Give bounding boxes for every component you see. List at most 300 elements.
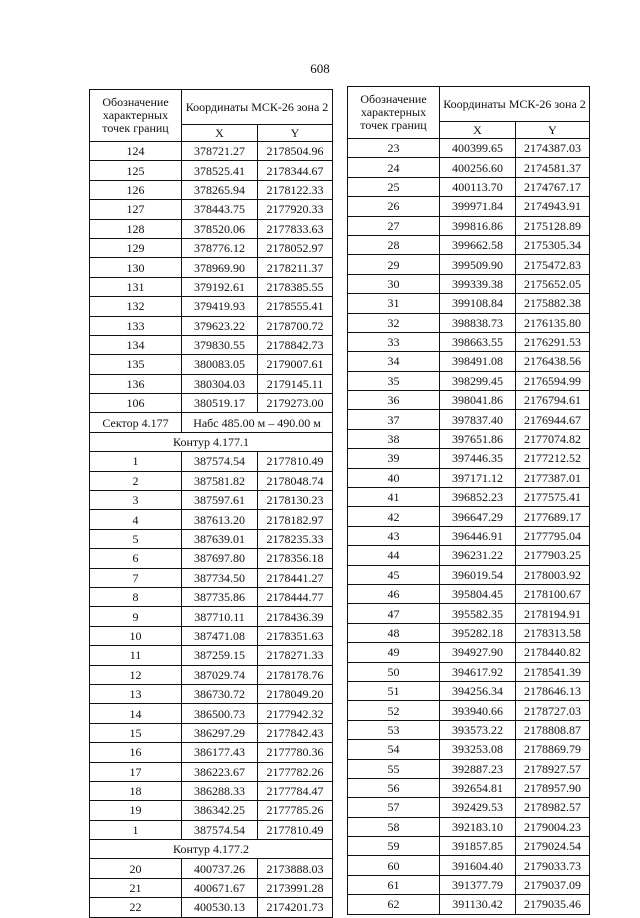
y-coordinate-cell: 2179033.73 bbox=[516, 856, 590, 875]
table-row bbox=[90, 180, 333, 199]
y-coordinate-cell: 2174387.03 bbox=[516, 139, 590, 158]
table-row bbox=[348, 216, 590, 235]
point-id-cell: 32 bbox=[348, 313, 440, 332]
x-coordinate-cell: 387710.11 bbox=[182, 607, 258, 626]
table-row bbox=[90, 471, 333, 490]
y-coordinate-cell: 2178869.79 bbox=[516, 740, 590, 759]
x-coordinate-cell: 395804.45 bbox=[440, 584, 516, 603]
y-coordinate-cell: 2176594.99 bbox=[516, 371, 590, 390]
y-coordinate-cell: 2178808.87 bbox=[516, 720, 590, 739]
table-row bbox=[90, 258, 333, 277]
point-id-cell: 13 bbox=[90, 684, 182, 703]
table-row bbox=[348, 255, 590, 274]
page-number: 608 bbox=[310, 61, 330, 76]
point-id-cell: 136 bbox=[90, 374, 182, 393]
point-id-cell: 134 bbox=[90, 335, 182, 354]
y-coordinate-cell: 2178436.39 bbox=[258, 607, 333, 626]
x-coordinate-cell: 392887.23 bbox=[440, 759, 516, 778]
table-row bbox=[348, 429, 590, 448]
point-id-cell: 124 bbox=[90, 142, 182, 161]
x-coordinate-cell: 393573.22 bbox=[440, 720, 516, 739]
table-row bbox=[348, 701, 590, 720]
x-coordinate-cell: 396647.29 bbox=[440, 507, 516, 526]
y-coordinate-cell: 2179273.00 bbox=[258, 394, 333, 413]
table-row bbox=[348, 488, 590, 507]
x-coordinate-cell: 387639.01 bbox=[182, 529, 258, 548]
x-coordinate-cell: 386297.29 bbox=[182, 723, 258, 742]
point-id-cell: 131 bbox=[90, 277, 182, 296]
x-coordinate-cell: 387574.54 bbox=[182, 820, 258, 839]
table-row bbox=[348, 740, 590, 759]
y-coordinate-cell: 2178100.67 bbox=[516, 584, 590, 603]
y-coordinate-cell: 2178052.97 bbox=[258, 238, 333, 257]
x-coordinate-cell: 378525.41 bbox=[182, 161, 258, 180]
table-row bbox=[90, 219, 333, 238]
table-row bbox=[348, 720, 590, 739]
y-coordinate-cell: 2177942.32 bbox=[258, 704, 333, 723]
y-coordinate-cell: 2178700.72 bbox=[258, 316, 333, 335]
x-coordinate-cell: 398491.08 bbox=[440, 352, 516, 371]
x-coordinate-cell: 378443.75 bbox=[182, 200, 258, 219]
y-coordinate-cell: 2176794.61 bbox=[516, 391, 590, 410]
point-id-cell: 5 bbox=[90, 529, 182, 548]
table-row bbox=[90, 743, 333, 762]
point-id-cell: 23 bbox=[348, 139, 440, 158]
point-id-cell: 15 bbox=[90, 723, 182, 742]
x-coordinate-cell: 399509.90 bbox=[440, 255, 516, 274]
point-id-cell: 6 bbox=[90, 549, 182, 568]
point-id-cell: 55 bbox=[348, 759, 440, 778]
point-id-cell: 21 bbox=[90, 878, 182, 897]
point-id-cell: 7 bbox=[90, 568, 182, 587]
y-coordinate-cell: 2178927.57 bbox=[516, 759, 590, 778]
x-coordinate-cell: 386730.72 bbox=[182, 684, 258, 703]
y-coordinate-cell: 2178440.82 bbox=[516, 643, 590, 662]
y-coordinate-cell: 2177785.26 bbox=[258, 801, 333, 820]
x-coordinate-cell: 380519.17 bbox=[182, 394, 258, 413]
y-coordinate-cell: 2178344.67 bbox=[258, 161, 333, 180]
y-coordinate-cell: 2179004.23 bbox=[516, 817, 590, 836]
point-id-cell: 59 bbox=[348, 837, 440, 856]
x-coordinate-cell: 396019.54 bbox=[440, 565, 516, 584]
x-coordinate-cell: 398663.55 bbox=[440, 332, 516, 351]
x-coordinate-cell: 378776.12 bbox=[182, 238, 258, 257]
table-row bbox=[348, 449, 590, 468]
contour-row bbox=[90, 840, 333, 859]
point-id-cell: 57 bbox=[348, 798, 440, 817]
point-id-cell: 8 bbox=[90, 587, 182, 606]
table-row bbox=[90, 723, 333, 742]
x-coordinate-cell: 378520.06 bbox=[182, 219, 258, 238]
y-coordinate-cell: 2179037.09 bbox=[516, 875, 590, 894]
y-coordinate-cell: 2175652.05 bbox=[516, 274, 590, 293]
point-id-cell: 56 bbox=[348, 778, 440, 797]
left-table-body bbox=[90, 142, 333, 918]
sector-label-cell: Сектор 4.177 bbox=[90, 413, 182, 432]
point-id-cell: 53 bbox=[348, 720, 440, 739]
table-row bbox=[348, 565, 590, 584]
x-coordinate-cell: 393253.08 bbox=[440, 740, 516, 759]
x-coordinate-cell: 393940.66 bbox=[440, 701, 516, 720]
x-coordinate-cell: 387581.82 bbox=[182, 471, 258, 490]
y-coordinate-cell: 2173888.03 bbox=[258, 859, 333, 878]
table-row bbox=[90, 238, 333, 257]
table-row bbox=[90, 898, 333, 917]
table-row bbox=[90, 549, 333, 568]
y-coordinate-cell: 2178122.33 bbox=[258, 180, 333, 199]
point-id-cell: 129 bbox=[90, 238, 182, 257]
contour-label-cell: Контур 4.177.2 bbox=[90, 840, 333, 859]
x-coordinate-cell: 397446.35 bbox=[440, 449, 516, 468]
y-coordinate-cell: 2178541.39 bbox=[516, 662, 590, 681]
x-coordinate-cell: 399816.86 bbox=[440, 216, 516, 235]
y-coordinate-cell: 2176944.67 bbox=[516, 410, 590, 429]
x-coordinate-cell: 387597.61 bbox=[182, 491, 258, 510]
point-id-cell: 36 bbox=[348, 391, 440, 410]
point-id-cell: 46 bbox=[348, 584, 440, 603]
point-id-cell: 52 bbox=[348, 701, 440, 720]
point-id-cell: 2 bbox=[90, 471, 182, 490]
table-row bbox=[90, 665, 333, 684]
x-coordinate-cell: 397837.40 bbox=[440, 410, 516, 429]
y-coordinate-cell: 2177575.41 bbox=[516, 488, 590, 507]
y-coordinate-cell: 2174581.37 bbox=[516, 158, 590, 177]
table-row bbox=[90, 878, 333, 897]
x-coordinate-cell: 394256.34 bbox=[440, 681, 516, 700]
y-coordinate-cell: 2176291.53 bbox=[516, 332, 590, 351]
table-row bbox=[348, 332, 590, 351]
point-id-cell: 18 bbox=[90, 781, 182, 800]
y-coordinate-cell: 2178351.63 bbox=[258, 626, 333, 645]
x-coordinate-cell: 392183.10 bbox=[440, 817, 516, 836]
y-coordinate-cell: 2178211.37 bbox=[258, 258, 333, 277]
y-coordinate-cell: 2173991.28 bbox=[258, 878, 333, 897]
point-id-cell: 128 bbox=[90, 219, 182, 238]
table-row bbox=[90, 491, 333, 510]
x-coordinate-cell: 379830.55 bbox=[182, 335, 258, 354]
x-coordinate-cell: 391604.40 bbox=[440, 856, 516, 875]
y-coordinate-cell: 2179007.61 bbox=[258, 355, 333, 374]
table-row bbox=[90, 587, 333, 606]
table-row bbox=[348, 371, 590, 390]
point-id-cell: 17 bbox=[90, 762, 182, 781]
table-row bbox=[348, 817, 590, 836]
x-coordinate-cell: 400530.13 bbox=[182, 898, 258, 917]
x-coordinate-cell: 378265.94 bbox=[182, 180, 258, 199]
x-coordinate-cell: 379623.22 bbox=[182, 316, 258, 335]
point-id-cell: 27 bbox=[348, 216, 440, 235]
point-id-cell: 47 bbox=[348, 604, 440, 623]
y-coordinate-cell: 2178441.27 bbox=[258, 568, 333, 587]
y-coordinate-cell: 2178504.96 bbox=[258, 142, 333, 161]
table-row bbox=[348, 875, 590, 894]
x-coordinate-cell: 397171.12 bbox=[440, 468, 516, 487]
point-id-cell: 126 bbox=[90, 180, 182, 199]
table-row bbox=[90, 316, 333, 335]
x-coordinate-cell: 400671.67 bbox=[182, 878, 258, 897]
x-coordinate-cell: 400113.70 bbox=[440, 177, 516, 196]
point-id-cell: 30 bbox=[348, 274, 440, 293]
x-coordinate-cell: 399662.58 bbox=[440, 235, 516, 254]
left-coordinates-table bbox=[89, 89, 333, 918]
x-coordinate-cell: 396446.91 bbox=[440, 526, 516, 545]
point-id-cell: 19 bbox=[90, 801, 182, 820]
point-id-cell: 20 bbox=[90, 859, 182, 878]
table-row bbox=[348, 235, 590, 254]
sector-row bbox=[90, 413, 333, 432]
table-row bbox=[348, 197, 590, 216]
point-id-cell: 61 bbox=[348, 875, 440, 894]
y-coordinate-cell: 2174767.17 bbox=[516, 177, 590, 196]
point-id-cell: 48 bbox=[348, 623, 440, 642]
point-id-cell: 25 bbox=[348, 177, 440, 196]
x-coordinate-cell: 379419.93 bbox=[182, 297, 258, 316]
table-row bbox=[348, 623, 590, 642]
y-coordinate-cell: 2177810.49 bbox=[258, 452, 333, 471]
table-row bbox=[348, 604, 590, 623]
point-id-cell: 24 bbox=[348, 158, 440, 177]
sector-height-cell: Набс 485.00 м – 490.00 м bbox=[182, 413, 333, 432]
point-id-cell: 45 bbox=[348, 565, 440, 584]
table-row bbox=[90, 355, 333, 374]
y-coordinate-cell: 2175305.34 bbox=[516, 235, 590, 254]
x-coordinate-cell: 391377.79 bbox=[440, 875, 516, 894]
y-coordinate-cell: 2177920.33 bbox=[258, 200, 333, 219]
point-id-cell: 31 bbox=[348, 294, 440, 313]
point-id-cell: 44 bbox=[348, 546, 440, 565]
table-row bbox=[348, 662, 590, 681]
point-id-cell: 39 bbox=[348, 449, 440, 468]
table-row bbox=[90, 626, 333, 645]
table-row bbox=[90, 859, 333, 878]
x-coordinate-cell: 379192.61 bbox=[182, 277, 258, 296]
table-row bbox=[348, 895, 590, 914]
point-id-cell: 26 bbox=[348, 197, 440, 216]
table-row bbox=[348, 294, 590, 313]
table-row bbox=[90, 704, 333, 723]
x-coordinate-cell: 396231.22 bbox=[440, 546, 516, 565]
table-row bbox=[90, 452, 333, 471]
x-coordinate-cell: 397651.86 bbox=[440, 429, 516, 448]
y-column-header: Y bbox=[258, 125, 333, 142]
y-coordinate-cell: 2178982.57 bbox=[516, 798, 590, 817]
table-row bbox=[90, 762, 333, 781]
point-id-cell: 14 bbox=[90, 704, 182, 723]
x-coordinate-cell: 378969.90 bbox=[182, 258, 258, 277]
table-row bbox=[90, 335, 333, 354]
table-row bbox=[348, 681, 590, 700]
x-coordinate-cell: 387029.74 bbox=[182, 665, 258, 684]
x-coordinate-cell: 386342.25 bbox=[182, 801, 258, 820]
point-id-cell: 62 bbox=[348, 895, 440, 914]
point-id-cell: 60 bbox=[348, 856, 440, 875]
table-row bbox=[90, 568, 333, 587]
y-coordinate-cell: 2177780.36 bbox=[258, 743, 333, 762]
x-coordinate-cell: 395582.35 bbox=[440, 604, 516, 623]
point-id-cell: 9 bbox=[90, 607, 182, 626]
right-coordinates-table bbox=[347, 86, 590, 915]
x-coordinate-cell: 386500.73 bbox=[182, 704, 258, 723]
point-id-cell: 34 bbox=[348, 352, 440, 371]
x-coordinate-cell: 399108.84 bbox=[440, 294, 516, 313]
table-row bbox=[348, 352, 590, 371]
y-coordinate-cell: 2178555.41 bbox=[258, 297, 333, 316]
point-id-cell: 106 bbox=[90, 394, 182, 413]
x-coordinate-cell: 387734.50 bbox=[182, 568, 258, 587]
x-coordinate-cell: 380083.05 bbox=[182, 355, 258, 374]
x-coordinate-cell: 400737.26 bbox=[182, 859, 258, 878]
x-coordinate-cell: 386288.33 bbox=[182, 781, 258, 800]
y-coordinate-cell: 2177833.63 bbox=[258, 219, 333, 238]
table-row bbox=[90, 510, 333, 529]
y-coordinate-cell: 2179145.11 bbox=[258, 374, 333, 393]
x-coordinate-cell: 392429.53 bbox=[440, 798, 516, 817]
table-row bbox=[348, 177, 590, 196]
table-row bbox=[90, 374, 333, 393]
table-row bbox=[348, 778, 590, 797]
y-coordinate-cell: 2177689.17 bbox=[516, 507, 590, 526]
coords-label-header: Координаты МСК-26 зона 2 bbox=[440, 87, 590, 122]
point-id-cell: 41 bbox=[348, 488, 440, 507]
y-coordinate-cell: 2178182.97 bbox=[258, 510, 333, 529]
y-coordinate-cell: 2177387.01 bbox=[516, 468, 590, 487]
point-label-header: Обозначение характерных точек границ bbox=[348, 87, 440, 139]
point-id-cell: 51 bbox=[348, 681, 440, 700]
x-coordinate-cell: 380304.03 bbox=[182, 374, 258, 393]
coords-label-header: Координаты МСК-26 зона 2 bbox=[182, 90, 333, 125]
y-coordinate-cell: 2176438.56 bbox=[516, 352, 590, 371]
point-id-cell: 135 bbox=[90, 355, 182, 374]
x-coordinate-cell: 387613.20 bbox=[182, 510, 258, 529]
x-coordinate-cell: 399971.84 bbox=[440, 197, 516, 216]
y-coordinate-cell: 2178356.18 bbox=[258, 549, 333, 568]
point-id-cell: 54 bbox=[348, 740, 440, 759]
table-row bbox=[348, 759, 590, 778]
point-id-cell: 37 bbox=[348, 410, 440, 429]
x-coordinate-cell: 391857.85 bbox=[440, 837, 516, 856]
table-row bbox=[90, 646, 333, 665]
point-id-cell: 1 bbox=[90, 452, 182, 471]
y-coordinate-cell: 2178130.23 bbox=[258, 491, 333, 510]
table-row bbox=[348, 468, 590, 487]
point-id-cell: 133 bbox=[90, 316, 182, 335]
x-coordinate-cell: 387574.54 bbox=[182, 452, 258, 471]
y-coordinate-cell: 2179035.46 bbox=[516, 895, 590, 914]
point-id-cell: 125 bbox=[90, 161, 182, 180]
point-id-cell: 127 bbox=[90, 200, 182, 219]
table-row bbox=[90, 607, 333, 626]
y-coordinate-cell: 2175128.89 bbox=[516, 216, 590, 235]
y-coordinate-cell: 2178194.91 bbox=[516, 604, 590, 623]
point-id-cell: 40 bbox=[348, 468, 440, 487]
table-row bbox=[90, 297, 333, 316]
x-coordinate-cell: 400256.60 bbox=[440, 158, 516, 177]
y-coordinate-cell: 2177074.82 bbox=[516, 429, 590, 448]
x-coordinate-cell: 400399.65 bbox=[440, 139, 516, 158]
x-coordinate-cell: 394617.92 bbox=[440, 662, 516, 681]
table-row bbox=[348, 139, 590, 158]
table-row bbox=[348, 526, 590, 545]
y-coordinate-cell: 2177795.04 bbox=[516, 526, 590, 545]
x-coordinate-cell: 387471.08 bbox=[182, 626, 258, 645]
point-id-cell: 11 bbox=[90, 646, 182, 665]
y-coordinate-cell: 2177903.25 bbox=[516, 546, 590, 565]
point-id-cell: 35 bbox=[348, 371, 440, 390]
point-id-cell: 33 bbox=[348, 332, 440, 351]
point-id-cell: 50 bbox=[348, 662, 440, 681]
table-row bbox=[348, 546, 590, 565]
y-coordinate-cell: 2178727.03 bbox=[516, 701, 590, 720]
point-id-cell: 16 bbox=[90, 743, 182, 762]
table-row bbox=[348, 584, 590, 603]
right-table-body bbox=[348, 139, 590, 915]
table-row bbox=[90, 394, 333, 413]
point-label-header: Обозначение характерных точек границ bbox=[90, 90, 182, 142]
table-row bbox=[90, 529, 333, 548]
y-coordinate-cell: 2174201.73 bbox=[258, 898, 333, 917]
x-coordinate-cell: 387259.15 bbox=[182, 646, 258, 665]
x-coordinate-cell: 391130.42 bbox=[440, 895, 516, 914]
point-id-cell: 42 bbox=[348, 507, 440, 526]
y-coordinate-cell: 2177784.47 bbox=[258, 781, 333, 800]
contour-row bbox=[90, 432, 333, 451]
point-id-cell: 3 bbox=[90, 491, 182, 510]
point-id-cell: 22 bbox=[90, 898, 182, 917]
point-id-cell: 38 bbox=[348, 429, 440, 448]
table-row bbox=[90, 200, 333, 219]
table-row bbox=[90, 801, 333, 820]
point-id-cell: 132 bbox=[90, 297, 182, 316]
y-coordinate-cell: 2177782.26 bbox=[258, 762, 333, 781]
y-coordinate-cell: 2176135.80 bbox=[516, 313, 590, 332]
y-coordinate-cell: 2178235.33 bbox=[258, 529, 333, 548]
y-coordinate-cell: 2178444.77 bbox=[258, 587, 333, 606]
y-coordinate-cell: 2179024.54 bbox=[516, 837, 590, 856]
table-row bbox=[348, 856, 590, 875]
point-id-cell: 12 bbox=[90, 665, 182, 684]
y-coordinate-cell: 2177810.49 bbox=[258, 820, 333, 839]
x-column-header: X bbox=[440, 122, 516, 139]
y-coordinate-cell: 2178842.73 bbox=[258, 335, 333, 354]
table-row bbox=[348, 391, 590, 410]
table-row bbox=[348, 410, 590, 429]
y-coordinate-cell: 2178957.90 bbox=[516, 778, 590, 797]
x-coordinate-cell: 386223.67 bbox=[182, 762, 258, 781]
table-row bbox=[90, 820, 333, 839]
y-coordinate-cell: 2174943.91 bbox=[516, 197, 590, 216]
x-coordinate-cell: 378721.27 bbox=[182, 142, 258, 161]
x-coordinate-cell: 394927.90 bbox=[440, 643, 516, 662]
y-coordinate-cell: 2175472.83 bbox=[516, 255, 590, 274]
table-row bbox=[90, 142, 333, 161]
point-id-cell: 43 bbox=[348, 526, 440, 545]
table-row bbox=[348, 313, 590, 332]
y-coordinate-cell: 2178048.74 bbox=[258, 471, 333, 490]
y-coordinate-cell: 2178178.76 bbox=[258, 665, 333, 684]
contour-label-cell: Контур 4.177.1 bbox=[90, 432, 333, 451]
point-id-cell: 130 bbox=[90, 258, 182, 277]
point-id-cell: 28 bbox=[348, 235, 440, 254]
table-row bbox=[348, 837, 590, 856]
x-coordinate-cell: 387697.80 bbox=[182, 549, 258, 568]
y-coordinate-cell: 2178003.92 bbox=[516, 565, 590, 584]
x-coordinate-cell: 398041.86 bbox=[440, 391, 516, 410]
point-id-cell: 4 bbox=[90, 510, 182, 529]
table-row bbox=[90, 161, 333, 180]
y-coordinate-cell: 2178049.20 bbox=[258, 684, 333, 703]
x-coordinate-cell: 395282.18 bbox=[440, 623, 516, 642]
point-id-cell: 10 bbox=[90, 626, 182, 645]
